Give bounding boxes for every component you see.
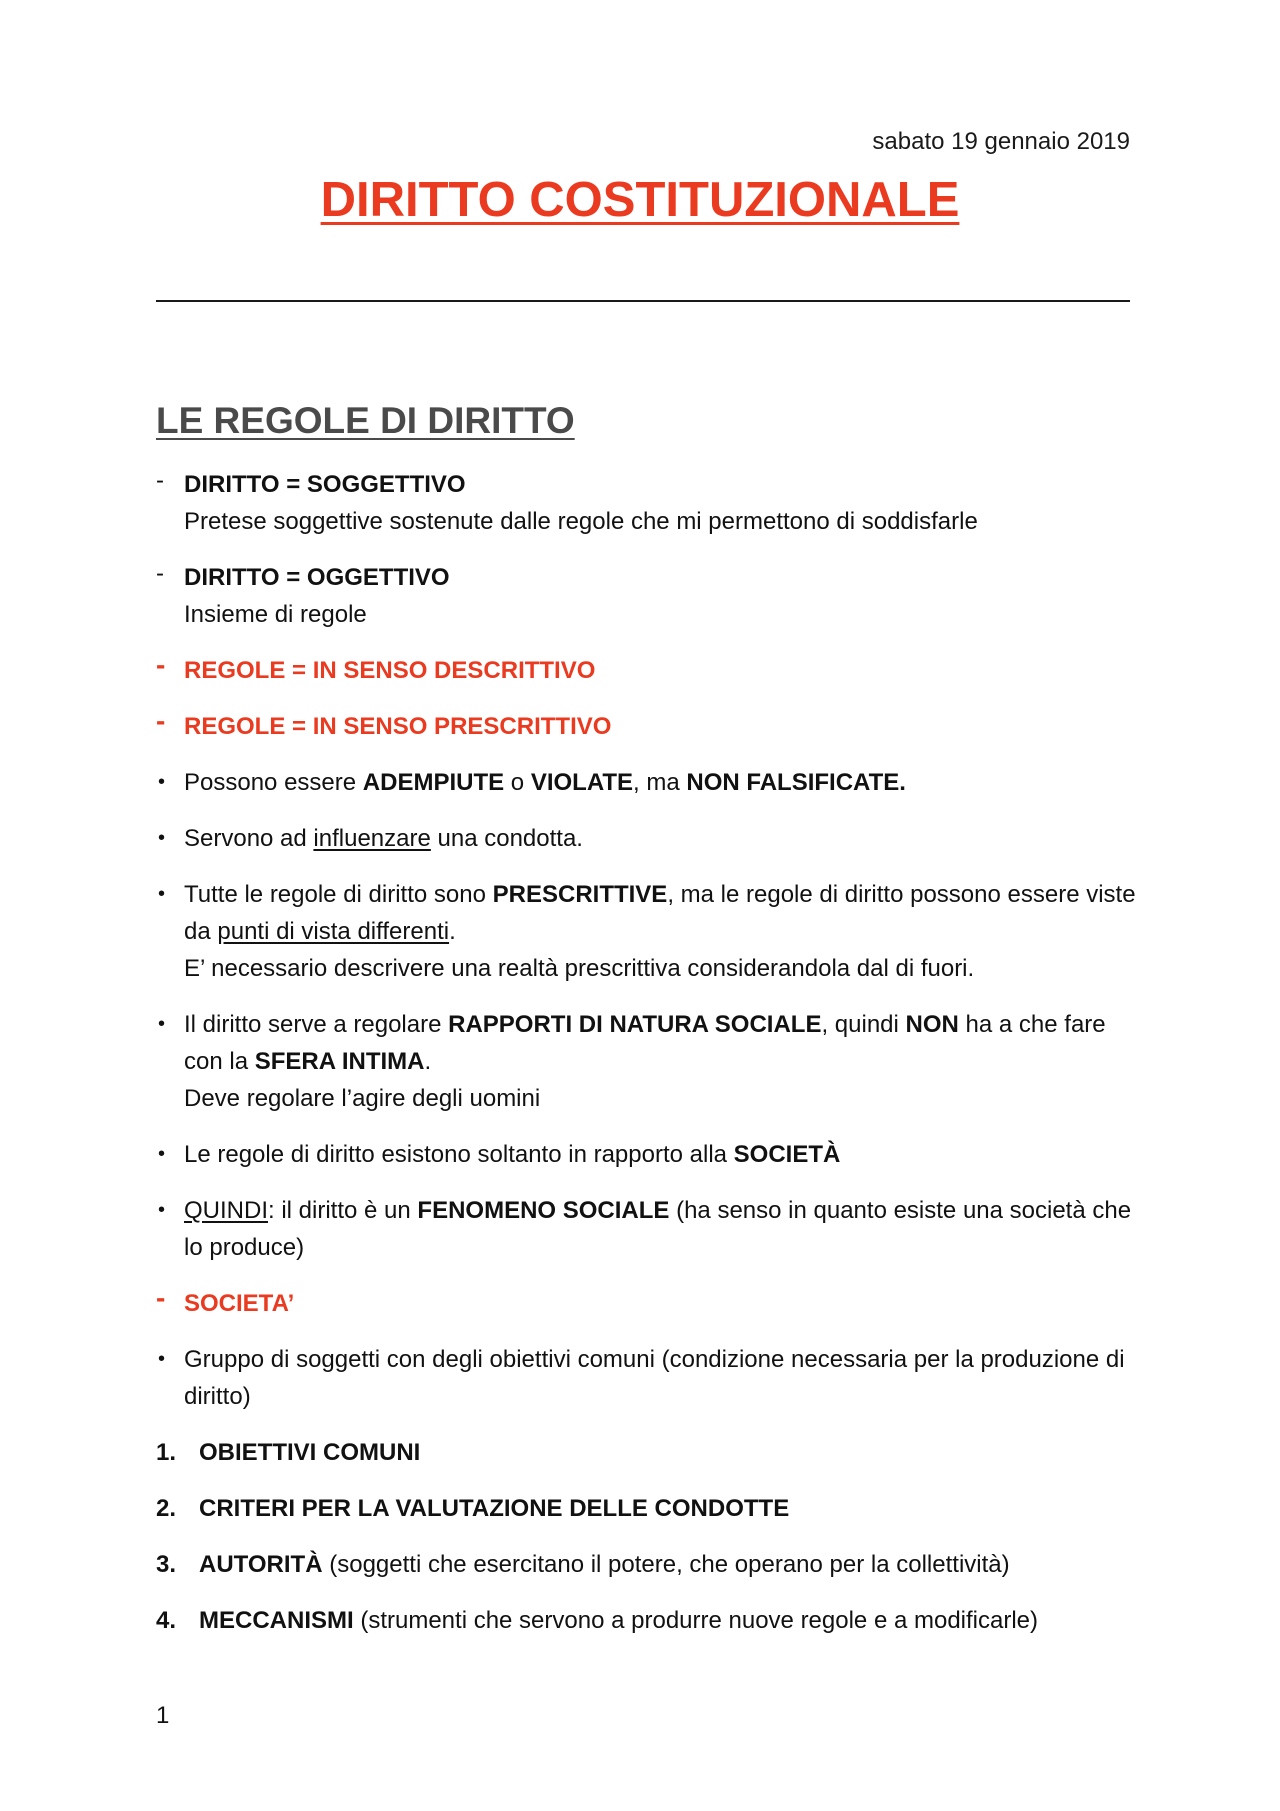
text: (soggetti che esercitano il potere, che operano per la collettività)	[322, 1551, 1010, 1578]
bold-text: PRESCRITTIVE	[492, 881, 668, 908]
bold-text: SFERA INTIMA	[254, 1048, 425, 1075]
bullet-marker: •	[158, 771, 166, 793]
number-marker: 1.	[156, 1439, 177, 1466]
bullet-item-adempiute	[156, 764, 1136, 801]
item-description: Pretese soggettive sostenute dalle regole che mi permettono di soddisfarle	[184, 508, 978, 535]
text: (ha senso in quanto esiste una società che lo produce)	[184, 1197, 1132, 1261]
text: (strumenti che servono a produrre nuove regole e a modificarle)	[353, 1607, 1039, 1634]
dash-marker: -	[156, 1282, 166, 1313]
bold-text: FENOMENO SOCIALE	[417, 1197, 670, 1224]
text: , ma	[633, 769, 687, 796]
text: Servono ad	[184, 825, 314, 852]
item-heading: DIRITTO = SOGGETTIVO	[184, 471, 466, 498]
number-marker: 3.	[156, 1551, 177, 1578]
bold-text: VIOLATE	[530, 769, 634, 796]
text: Gruppo di soggetti con degli obiettivi comuni (condizione necessaria per la produzione di diritto)	[184, 1346, 1125, 1410]
text: E’ necessario descrivere una realtà prescrittiva considerandola dal di fuori.	[184, 955, 975, 982]
text: o	[504, 769, 531, 796]
page-number: 1	[156, 1702, 170, 1729]
document-title: DIRITTO COSTITUZIONALE	[320, 173, 960, 227]
text: ha a che fare con la	[184, 1011, 1106, 1075]
list-item-diritto-oggettivo	[156, 559, 1136, 633]
list-item-diritto-soggettivo	[156, 466, 1136, 540]
text: .	[424, 1048, 432, 1075]
dash-marker: -	[156, 467, 164, 494]
dash-marker: -	[156, 560, 164, 587]
bullet-marker: •	[158, 1199, 166, 1221]
list-item-societa-heading	[156, 1282, 1136, 1322]
bullet-item-influenzare	[156, 820, 1136, 857]
bullet-marker: •	[158, 827, 166, 849]
text: una condotta.	[430, 825, 583, 852]
bullet-marker: •	[158, 1348, 166, 1370]
bullet-marker: •	[158, 883, 166, 905]
list-item-regole-descrittivo	[156, 649, 1136, 689]
text: Possono essere	[184, 769, 363, 796]
bold-text: OBIETTIVI COMUNI	[199, 1439, 421, 1466]
bullet-item-societa	[156, 1136, 1136, 1173]
bullet-item-rapporti-sociali	[156, 1006, 1136, 1117]
section-heading: LE REGOLE DI DIRITTO	[156, 400, 575, 441]
text: .	[449, 918, 456, 945]
bullet-item-gruppo-soggetti	[156, 1341, 1136, 1415]
bold-text: SOCIETÀ	[733, 1141, 841, 1168]
horizontal-rule	[156, 300, 1130, 302]
numbered-item-1	[156, 1434, 1136, 1471]
dash-marker: -	[156, 705, 166, 736]
numbered-item-3	[156, 1546, 1136, 1583]
bold-text: NON FALSIFICATE.	[686, 769, 906, 796]
number-marker: 2.	[156, 1495, 177, 1522]
bold-text: AUTORITÀ	[199, 1551, 323, 1578]
bold-text: NON	[905, 1011, 959, 1038]
numbered-item-2	[156, 1490, 1136, 1527]
bullet-item-fenomeno-sociale	[156, 1192, 1136, 1266]
bullet-item-prescrittive	[156, 876, 1136, 987]
text: , ma le regole di diritto possono essere viste da	[184, 881, 1136, 945]
numbered-item-4	[156, 1602, 1136, 1639]
text: : il diritto è un	[268, 1197, 418, 1224]
text: Le regole di diritto esistono soltanto in rapporto alla	[184, 1141, 734, 1168]
bold-text: ADEMPIUTE	[362, 769, 505, 796]
text: Tutte le regole di diritto sono	[184, 881, 493, 908]
item-heading: DIRITTO = OGGETTIVO	[184, 564, 450, 591]
item-heading: SOCIETA’	[184, 1290, 295, 1317]
bold-text: RAPPORTI DI NATURA SOCIALE	[448, 1011, 822, 1038]
underlined-text: punti di vista differenti	[217, 918, 450, 945]
bullet-marker: •	[158, 1013, 166, 1035]
text: Il diritto serve a regolare	[184, 1011, 449, 1038]
number-marker: 4.	[156, 1607, 177, 1634]
item-heading: REGOLE = IN SENSO PRESCRITTIVO	[184, 713, 612, 740]
bold-text: CRITERI PER LA VALUTAZIONE DELLE CONDOTTE	[199, 1495, 790, 1522]
item-description: Insieme di regole	[184, 601, 367, 628]
document-date: sabato 19 gennaio 2019	[872, 128, 1130, 155]
bold-text: MECCANISMI	[199, 1607, 354, 1634]
text: , quindi	[821, 1011, 906, 1038]
list-item-regole-prescrittivo	[156, 705, 1136, 745]
bullet-marker: •	[158, 1143, 166, 1165]
text: Deve regolare l’agire degli uomini	[184, 1085, 541, 1112]
content-list	[156, 466, 1136, 1658]
underlined-text: QUINDI	[184, 1197, 268, 1224]
underlined-text: influenzare	[313, 825, 431, 852]
item-heading: REGOLE = IN SENSO DESCRITTIVO	[184, 657, 596, 684]
dash-marker: -	[156, 649, 166, 680]
